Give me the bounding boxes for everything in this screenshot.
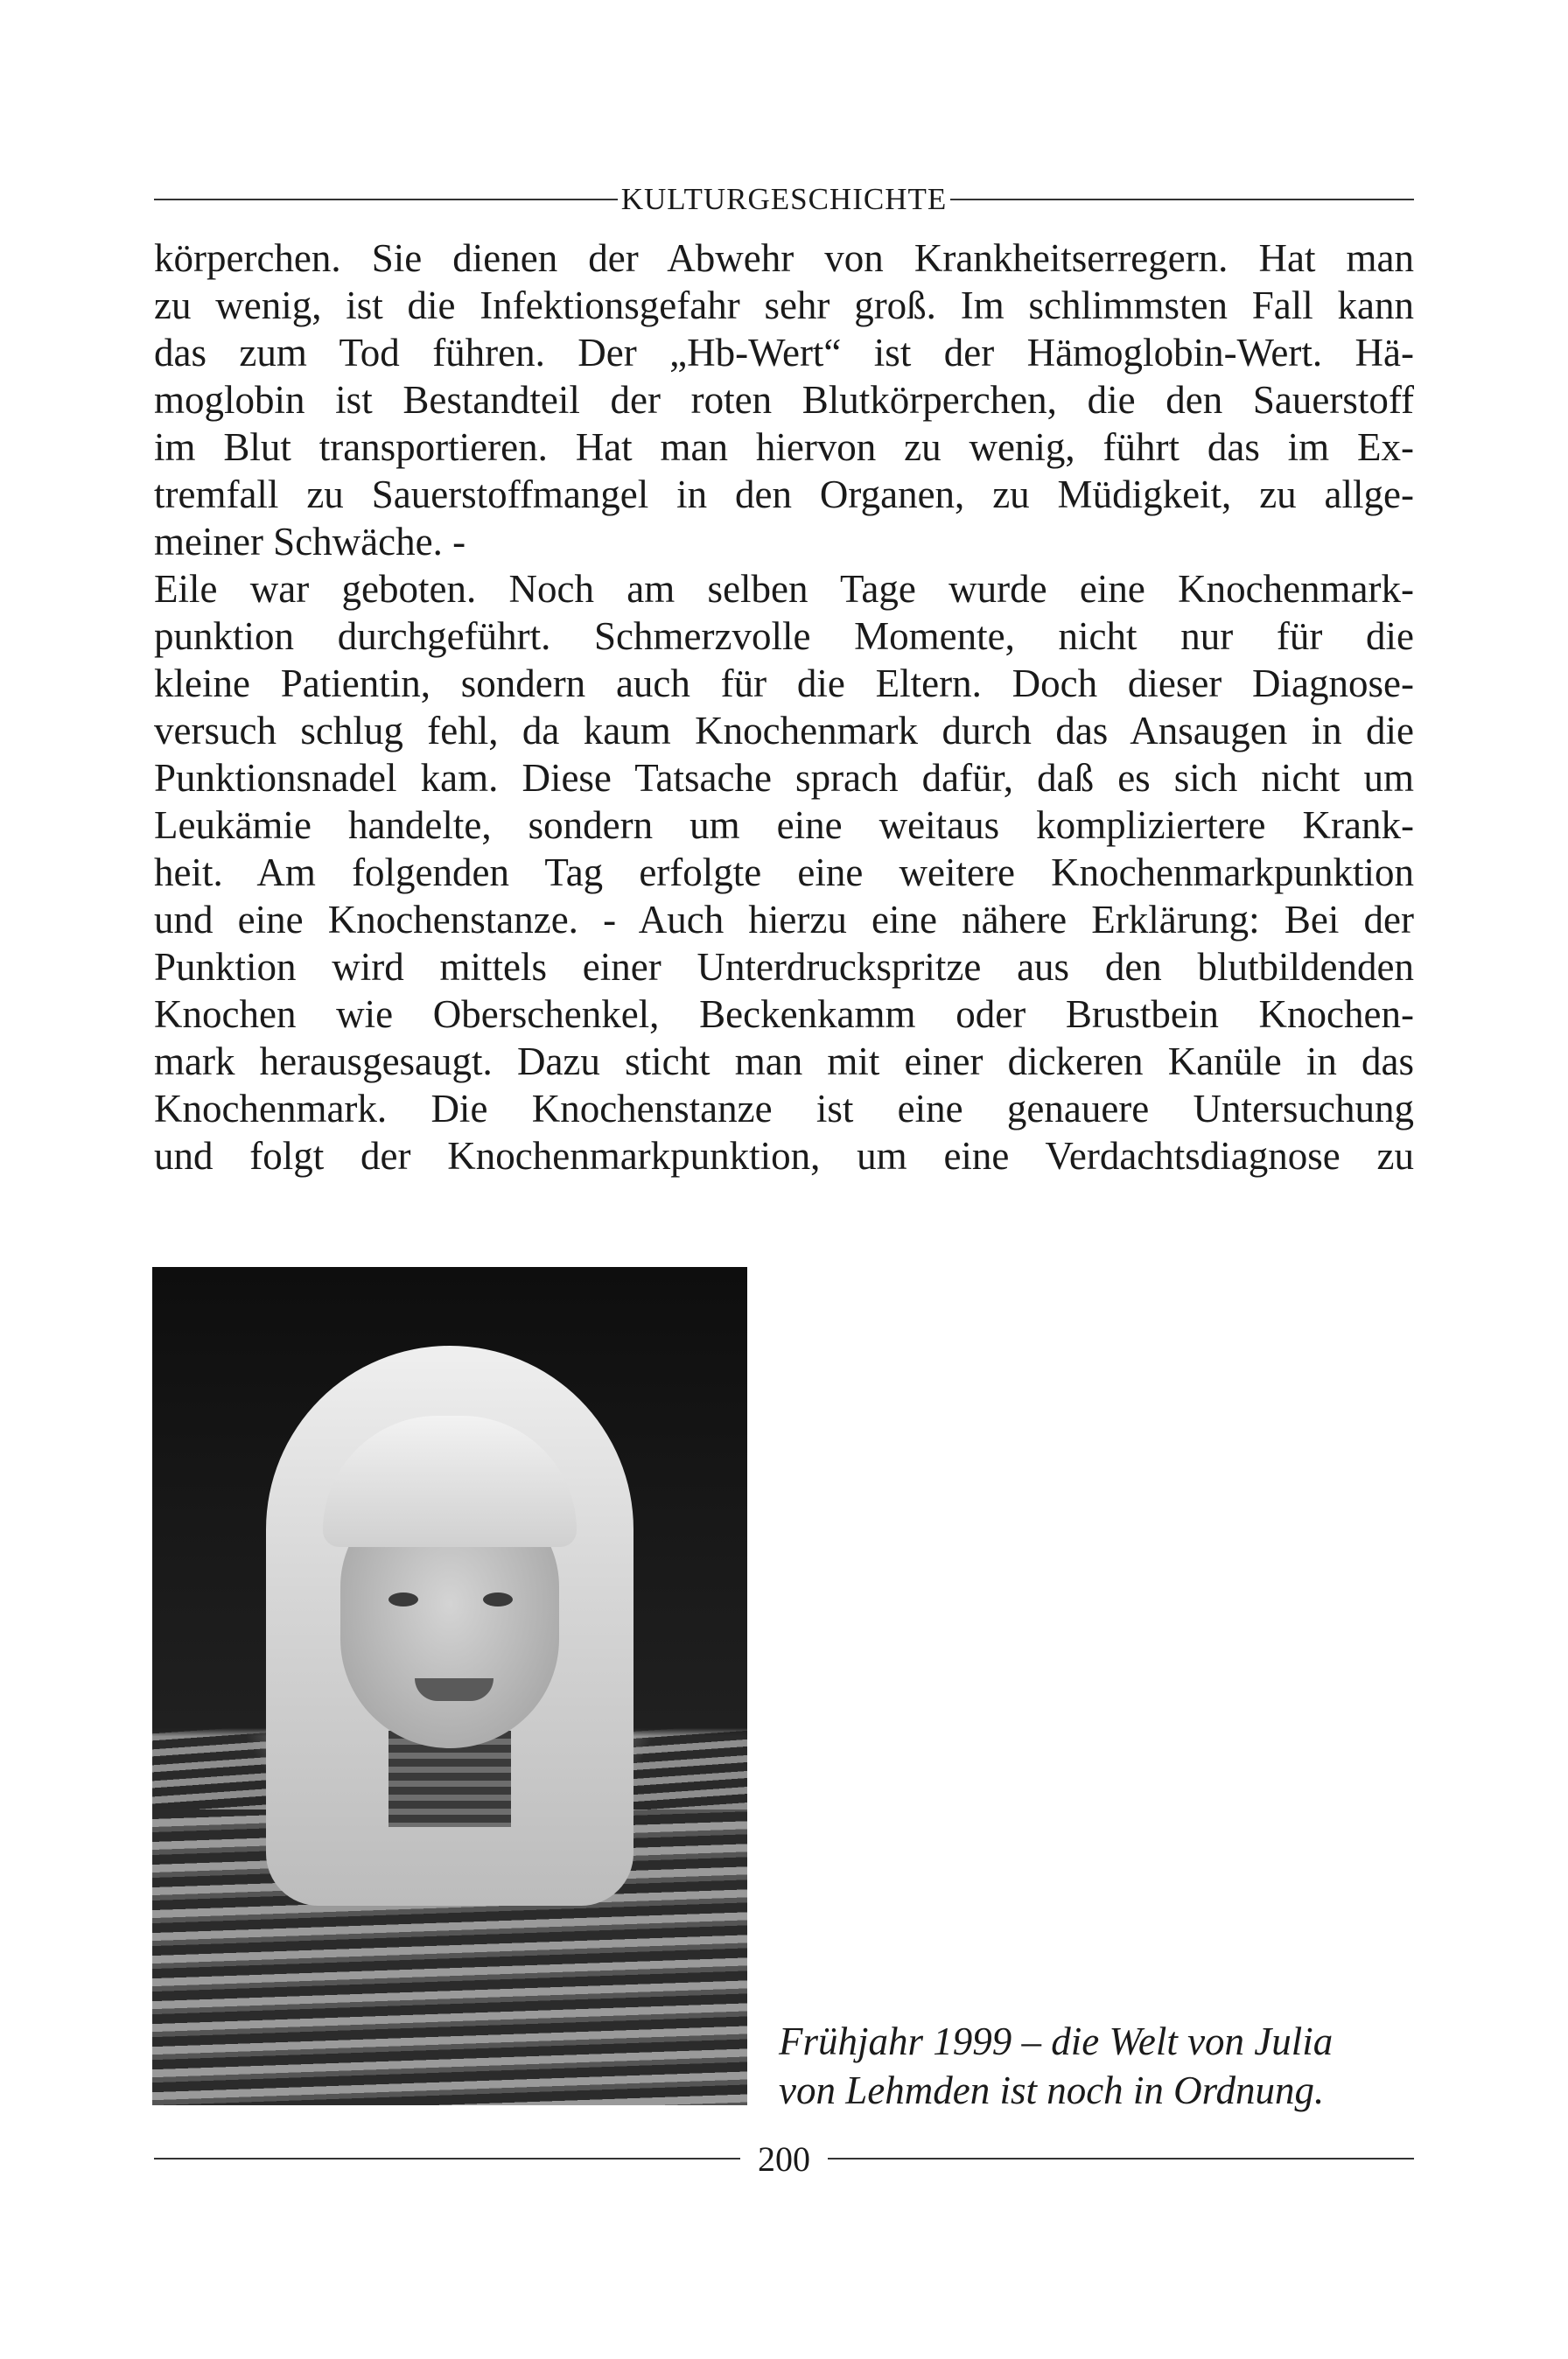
header-rule-right	[950, 199, 1414, 200]
text-line: tremfall zu Sauerstoffmangel in den Organen, zu Müdigkeit, zu allge-	[154, 472, 1414, 516]
text-line: meiner Schwäche. -	[154, 520, 466, 564]
text-line: versuch schlug fehl, da kaum Knochenmark durch das Ansaugen in die	[154, 709, 1414, 752]
text-line: Punktion wird mittels einer Unterdruckspritze aus den blutbildenden	[154, 945, 1414, 989]
smile	[415, 1678, 494, 1701]
caption-line: von Lehmden ist noch in Ordnung.	[779, 2068, 1325, 2112]
text-line: moglobin ist Bestandteil der roten Blutkörperchen, die den Sauerstoff	[154, 378, 1414, 422]
running-title: KULTURGESCHICHTE	[620, 182, 948, 216]
text-line: und folgt der Knochenmarkpunktion, um eine Verdachtsdiagnose zu	[154, 1134, 1414, 1178]
text-line: Leukämie handelte, sondern um eine weitaus kompliziertere Krank-	[154, 803, 1414, 847]
text-line: kleine Patientin, sondern auch für die Eltern. Doch dieser Diagnose-	[154, 662, 1414, 705]
text-line: Eile war geboten. Noch am selben Tage wurde eine Knochenmark-	[154, 567, 1414, 611]
text-line: punktion durchgeführt. Schmerzvolle Momente, nicht nur für die	[154, 614, 1414, 658]
left-eye	[388, 1592, 418, 1606]
text-line: Punktionsnadel kam. Diese Tatsache sprach dafür, daß es sich nicht um	[154, 756, 1414, 800]
text-line: heit. Am folgenden Tag erfolgte eine weitere Knochenmarkpunktion	[154, 850, 1414, 894]
photo-caption	[779, 2017, 1418, 2115]
page-number: 200	[758, 2138, 810, 2179]
page-footer	[154, 2137, 1414, 2180]
running-header	[154, 182, 1414, 217]
text-line: Knochen wie Oberschenkel, Beckenkamm oder Brustbein Knochen-	[154, 992, 1414, 1036]
text-line: das zum Tod führen. Der „Hb-Wert“ ist der Hämoglobin-Wert. Hä-	[154, 331, 1414, 374]
header-rule-left	[154, 199, 618, 200]
footer-rule-right	[828, 2158, 1414, 2160]
portrait-photo	[152, 1267, 747, 2105]
text-line: Knochenmark. Die Knochenstanze ist eine genauere Untersuchung	[154, 1087, 1414, 1130]
body-text	[154, 234, 1414, 1180]
text-line: mark herausgesaugt. Dazu sticht man mit einer dickeren Kanüle in das	[154, 1040, 1414, 1083]
footer-rule-left	[154, 2158, 740, 2160]
right-eye	[483, 1592, 513, 1606]
text-line: und eine Knochenstanze. - Auch hierzu eine nähere Erklärung: Bei der	[154, 898, 1414, 942]
caption-line: Frühjahr 1999 – die Welt von Julia	[779, 2020, 1334, 2063]
text-line: im Blut transportieren. Hat man hiervon zu wenig, führt das im Ex-	[154, 425, 1414, 469]
text-line: zu wenig, ist die Infektionsgefahr sehr groß. Im schlimmsten Fall kann	[154, 284, 1414, 327]
text-line: körperchen. Sie dienen der Abwehr von Krankheitserregern. Hat man	[154, 236, 1414, 280]
